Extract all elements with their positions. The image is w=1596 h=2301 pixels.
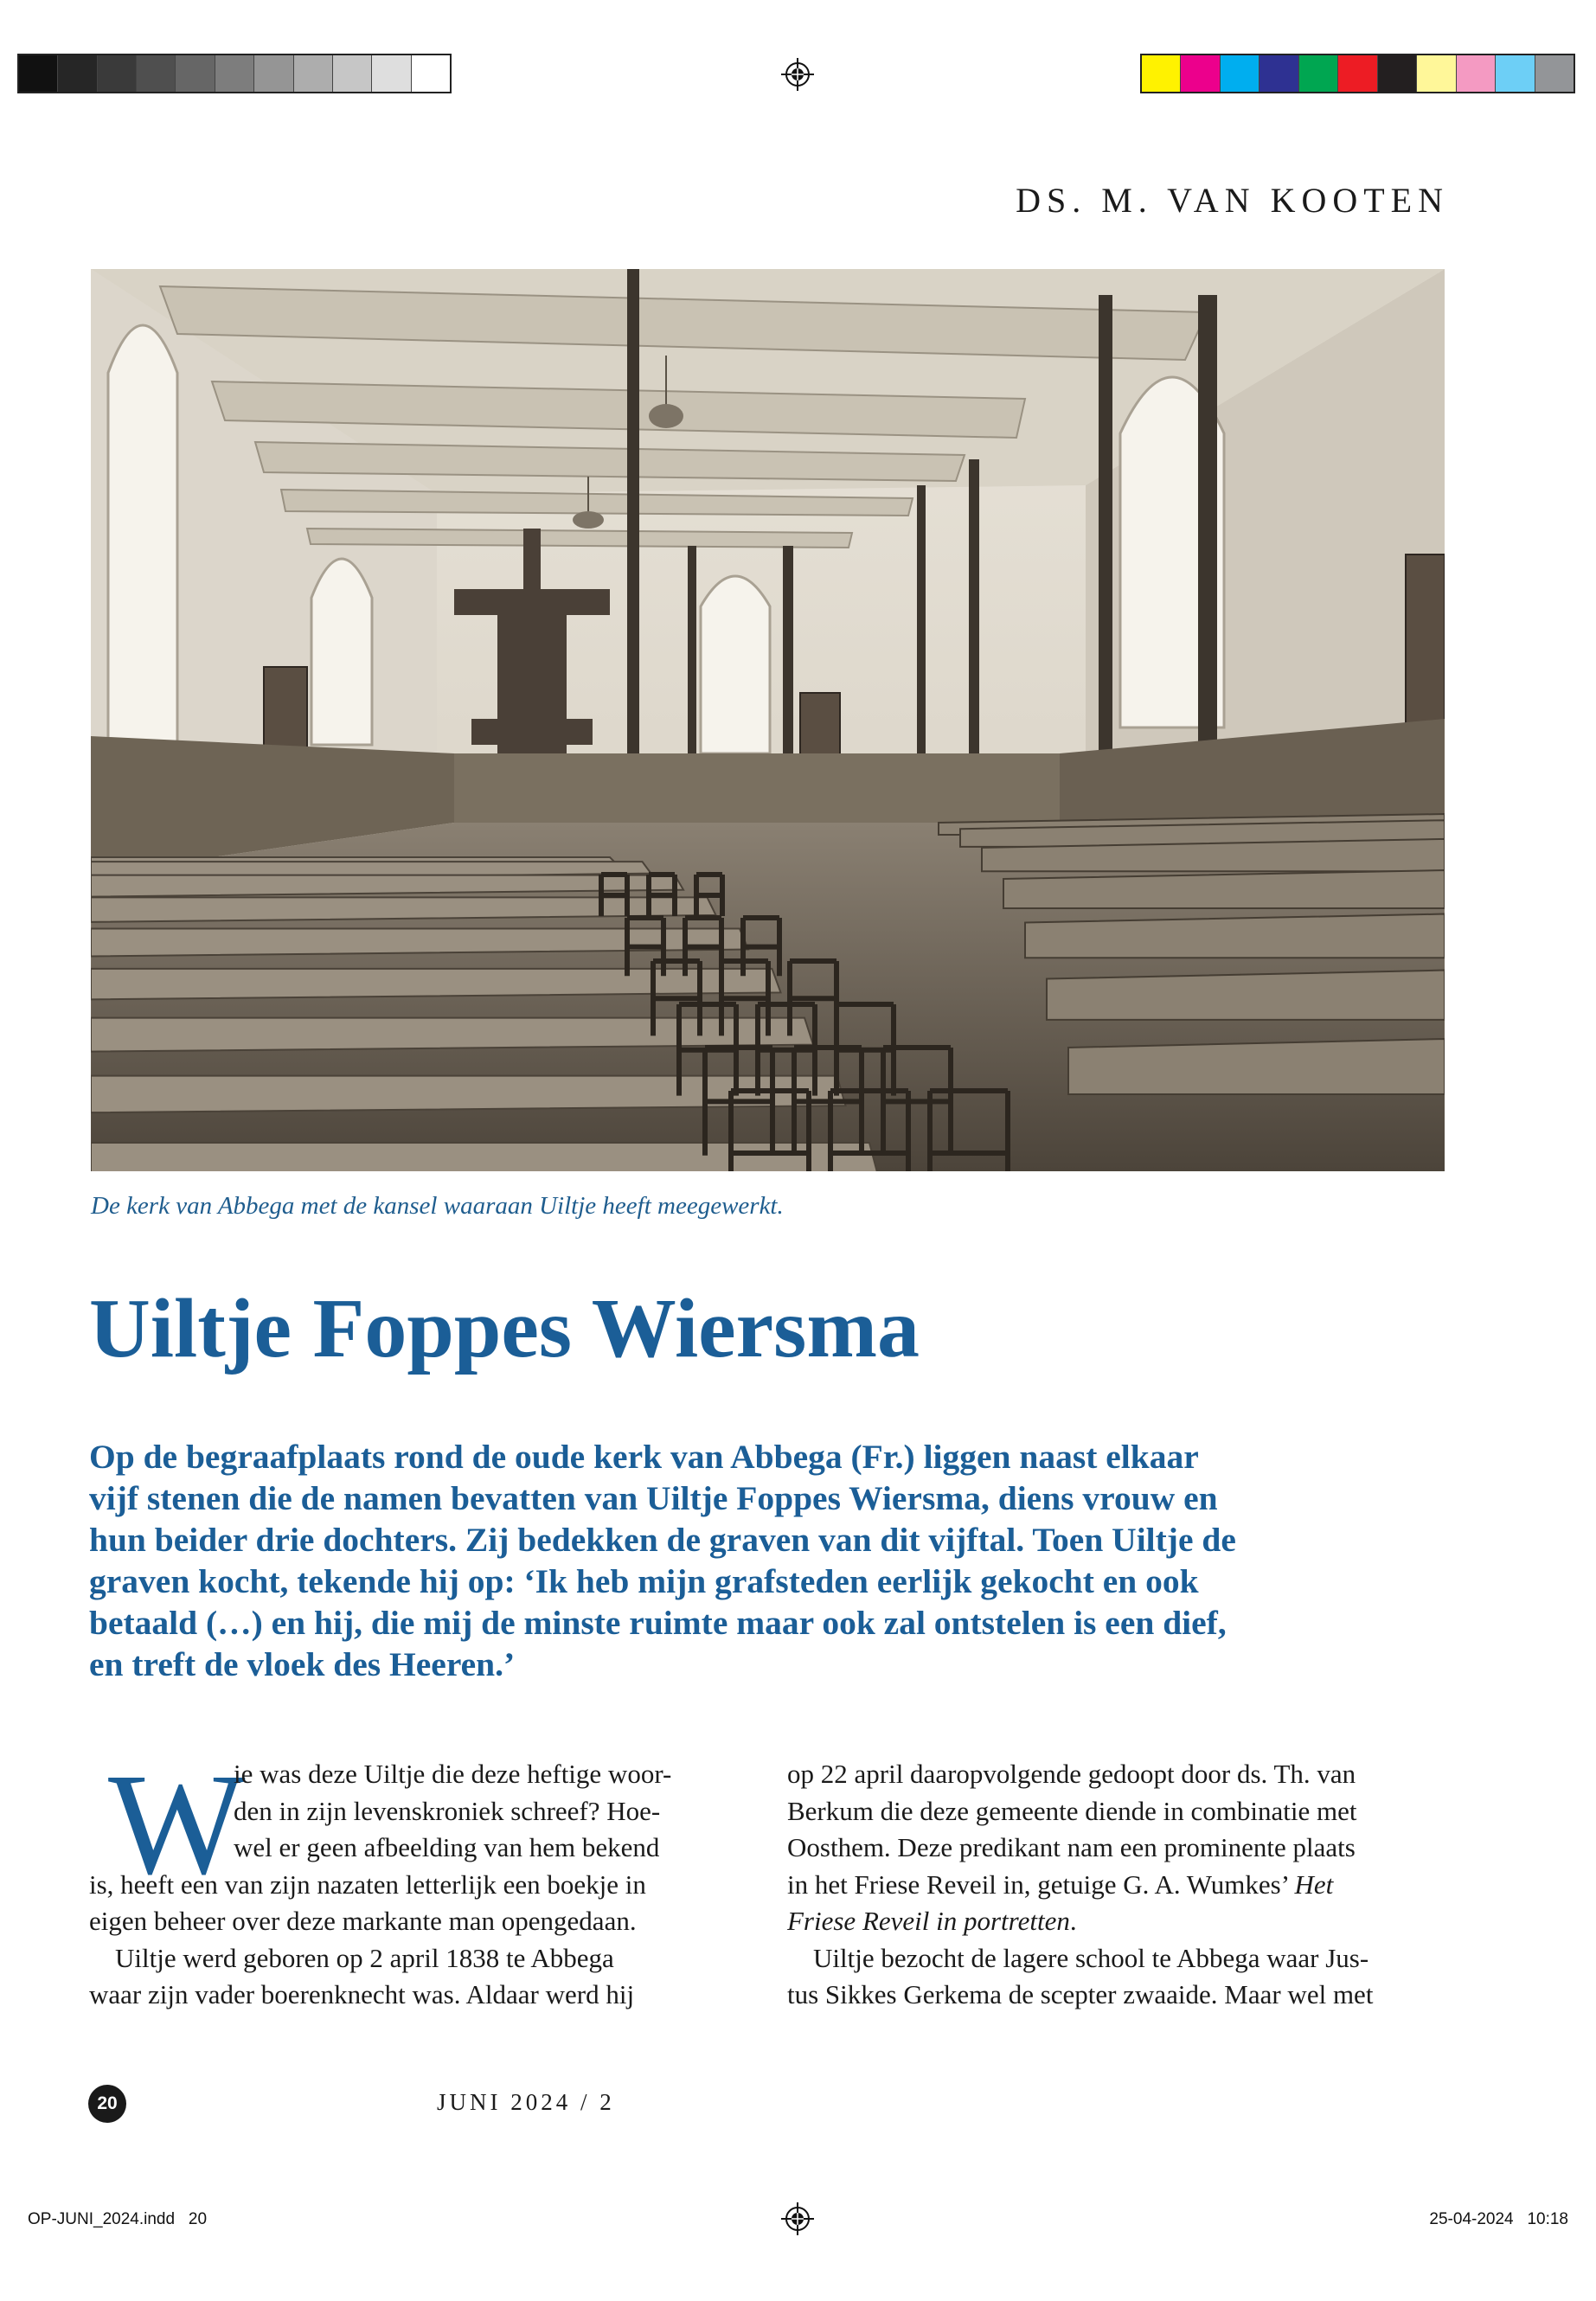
color-swatch xyxy=(1142,55,1181,92)
color-calibration-bar xyxy=(1140,54,1575,93)
gray-swatch xyxy=(137,55,176,92)
church-interior-photo xyxy=(91,269,1445,1171)
color-swatch xyxy=(1181,55,1220,92)
photo-caption: De kerk van Abbega met de kansel waaraan Uiltje heeft meegewerkt. xyxy=(91,1192,784,1220)
body-line: op 22 april daaropvolgende gedoopt door ds. Th. van xyxy=(787,1759,1356,1789)
gray-calibration-bar xyxy=(17,54,452,93)
gray-swatch xyxy=(372,55,411,92)
author-header: DS. M. VAN KOOTEN xyxy=(1016,181,1449,220)
body-text-run: in het Friese Reveil in, getuige G. A. Wumkes’ xyxy=(787,1868,1295,1900)
lead-line: vijf stenen die de namen bevatten van Uiltje Foppes Wiersma, diens vrouw en xyxy=(89,1479,1218,1517)
body-line: Uiltje werd geboren op 2 april 1838 te Abbega xyxy=(115,1942,614,1973)
registration-mark-icon xyxy=(781,58,814,91)
drop-cap: W xyxy=(108,1744,246,1905)
body-line: is, heeft een van zijn nazaten letterlijk een boekje in xyxy=(89,1868,646,1900)
lead-line: hun beider drie dochters. Zij bedekken de graven van dit vijftal. Toen Uiltje de xyxy=(89,1521,1236,1559)
pew-shape xyxy=(1025,914,1445,958)
color-swatch xyxy=(1221,55,1259,92)
issue-label: JUNI 2024 / 2 xyxy=(437,2089,615,2115)
body-text-run: . xyxy=(1069,1906,1077,1936)
slug-filename: OP-JUNI_2024.indd 20 xyxy=(28,2210,208,2228)
book-title-italic: Friese Reveil in portretten xyxy=(787,1906,1070,1936)
color-swatch xyxy=(1338,55,1377,92)
lead-line: graven kocht, tekende hij op: ‘Ik heb mijn grafsteden eerlijk gekocht en ook xyxy=(89,1562,1199,1600)
article-lead xyxy=(89,1436,1447,1685)
body-line: waar zijn vader boerenknecht was. Aldaar werd hij xyxy=(89,1979,635,2009)
color-swatch xyxy=(1417,55,1456,92)
page-number: 20 xyxy=(88,2085,126,2123)
article-title: Uiltje Foppes Wiersma xyxy=(89,1282,920,1375)
body-line: Oosthem. Deze predikant nam een prominente plaats xyxy=(787,1832,1356,1862)
pew-shape xyxy=(91,1018,813,1052)
color-swatch xyxy=(1299,55,1338,92)
color-swatch xyxy=(1259,55,1298,92)
body-line: Uiltje bezocht de lagere school te Abbega waar Jus- xyxy=(813,1942,1369,1973)
gray-swatch xyxy=(294,55,333,92)
registration-mark-icon xyxy=(781,2202,814,2235)
gray-swatch xyxy=(333,55,372,92)
body-line xyxy=(787,1903,1449,1940)
gray-swatch xyxy=(215,55,254,92)
body-line xyxy=(787,1867,1449,1904)
gray-swatch xyxy=(254,55,293,92)
lead-line: en treft de vloek des Heeren.’ xyxy=(89,1645,516,1683)
body-column-2 xyxy=(787,1756,1449,2014)
gray-swatch xyxy=(98,55,137,92)
color-swatch xyxy=(1496,55,1535,92)
body-line: wel er geen afbeelding van hem bekend xyxy=(234,1832,660,1862)
color-swatch xyxy=(1378,55,1417,92)
body-line: eigen beheer over deze markante man opengedaan. xyxy=(89,1906,637,1936)
pew-shape xyxy=(1068,1039,1445,1094)
lead-line: betaald (…) en hij, die mij de minste ruimte maar ook zal ontstelen is een dief, xyxy=(89,1604,1227,1642)
pew-shape xyxy=(1047,971,1445,1020)
book-title-italic: Het xyxy=(1294,1868,1334,1900)
body-line: ie was deze Uiltje die deze heftige woor- xyxy=(234,1759,672,1789)
body-line: den in zijn levenskroniek schreef? Hoe- xyxy=(234,1795,661,1826)
body-line: Berkum die deze gemeente diende in combinatie met xyxy=(787,1795,1357,1826)
body-line: tus Sikkes Gerkema de scepter zwaaide. Maar wel met xyxy=(787,1979,1374,2009)
gray-swatch xyxy=(19,55,58,92)
body-column-1 xyxy=(89,1756,738,2014)
color-swatch xyxy=(1457,55,1496,92)
slug-date: 25-04-2024 10:18 xyxy=(1429,2210,1568,2228)
gray-swatch xyxy=(412,55,450,92)
pew-shape xyxy=(91,1143,878,1171)
gray-swatch xyxy=(176,55,215,92)
lead-line: Op de begraafplaats rond de oude kerk van Abbega (Fr.) liggen naast elkaar xyxy=(89,1438,1199,1476)
color-swatch xyxy=(1535,55,1574,92)
gray-swatch xyxy=(58,55,97,92)
